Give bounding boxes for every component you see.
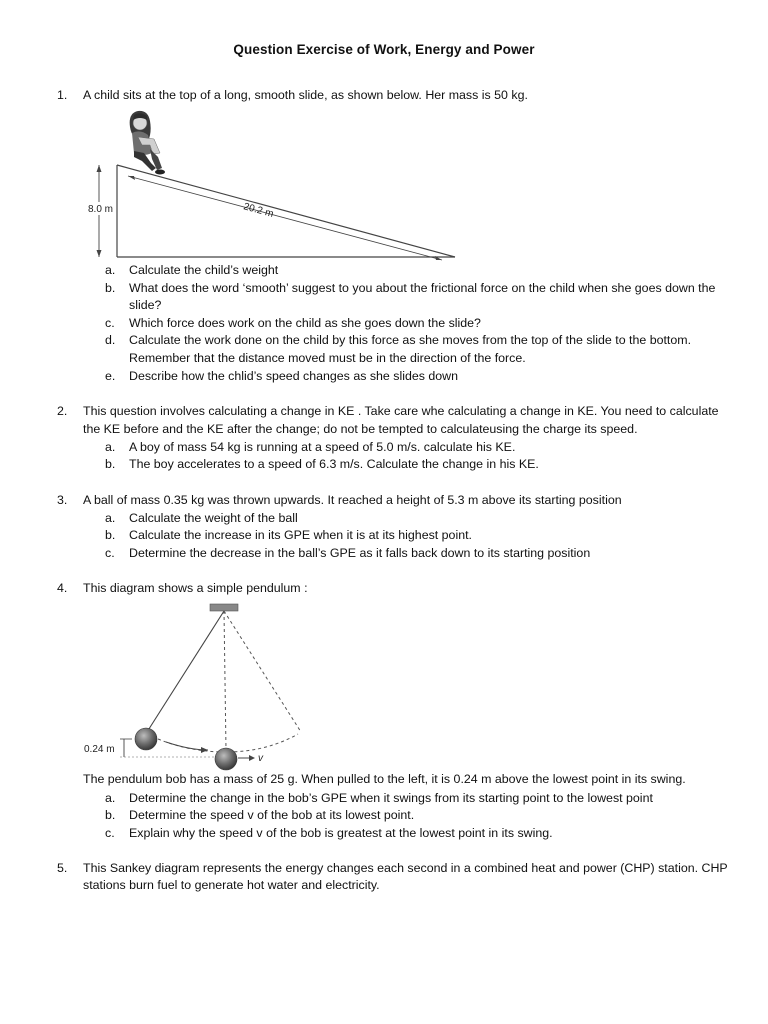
list-item: a. Calculate the child’s weight xyxy=(105,263,279,277)
velocity-label: v xyxy=(258,753,263,764)
question-text: The pendulum bob has a mass of 25 g. When pulled to the left, it is 0.24 m above the lowest point in its swing. xyxy=(83,772,686,786)
question-number: 4. xyxy=(57,581,68,595)
list-item: c. Which force does work on the child as she goes down the slide? xyxy=(105,315,481,330)
list-item: a. Determine the change in the bob’s GPE when it swings from its starting point to the lowest point xyxy=(105,790,653,805)
list-item: a. A boy of mass 54 kg is running at a speed of 5.0 m/s. calculate his KE. xyxy=(105,439,516,454)
height-label: 8.0 m xyxy=(88,204,114,215)
list-item: b. Determine the speed v of the bob at its lowest point. xyxy=(105,808,415,823)
list-item: b. Calculate the increase in its GPE when it is at its highest point. xyxy=(105,528,472,543)
question-text: This diagram shows a simple pendulum : xyxy=(83,581,308,595)
slope-label: 20.2 m xyxy=(242,201,275,220)
question-text: This Sankey diagram represents the energy changes each second in a combined heat and power (CHP) station. CHP stations burn fuel to generate hot water and electricity. xyxy=(83,860,728,893)
list-item: c. Determine the decrease in the ball’s GPE as it falls back down to its starting position xyxy=(105,545,591,560)
list-item: b. What does the word ‘smooth’ suggest to you about the frictional force on the child when she goes down the slide? xyxy=(105,280,716,313)
question-text: This question involves calculating a change in KE . Take care whe calculating a change in KE. You need to calculate the KE before and the KE after the change; do not be tempted to calculateusing the charge its speed. xyxy=(83,404,719,436)
list-item: d. Calculate the work done on the child by this force as she moves from the top of the slide to the bottom. Remember that the distance moved must be in the direction of the force. xyxy=(105,333,692,365)
child-illustration xyxy=(130,111,165,175)
question-1-parts xyxy=(0,262,768,385)
question-2-parts xyxy=(0,439,768,474)
list-item: e. Describe how the chlid’s speed changes as she slides down xyxy=(105,368,459,383)
question-3-parts xyxy=(0,510,768,563)
list-item: a. Calculate the weight of the ball xyxy=(105,510,298,525)
slide-diagram xyxy=(80,105,470,265)
question-text: A ball of mass 0.35 kg was thrown upwards. It reached a height of 5.3 m above its starting position xyxy=(83,492,622,507)
question-number: 1. xyxy=(57,88,68,102)
question-number: 3. xyxy=(57,492,68,507)
question-number: 5. xyxy=(57,860,68,875)
question-4-parts xyxy=(0,790,768,843)
question-number: 2. xyxy=(57,404,68,418)
height-label: 0.24 m xyxy=(84,744,115,755)
pendulum-diagram xyxy=(80,600,320,775)
list-item: c. Explain why the speed v of the bob is greatest at the lowest point in its swing. xyxy=(105,825,553,840)
question-text: A child sits at the top of a long, smooth slide, as shown below. Her mass is 50 kg. xyxy=(83,88,528,102)
list-item: b. The boy accelerates to a speed of 6.3 m/s. Calculate the change in his KE. xyxy=(105,457,539,472)
page-title: Question Exercise of Work, Energy and Power xyxy=(233,42,535,57)
